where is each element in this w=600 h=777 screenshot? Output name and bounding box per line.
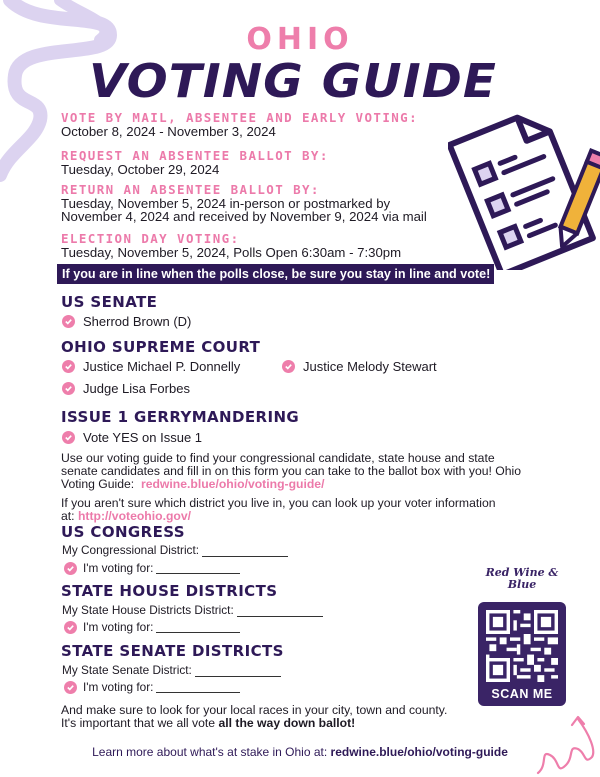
congress-voting-for-field[interactable] <box>64 561 240 575</box>
footer-link[interactable]: redwine.blue/ohio/voting-guide <box>330 745 508 759</box>
congressional-district-field[interactable] <box>62 543 288 557</box>
date-value: Tuesday, October 29, 2024 <box>61 162 220 177</box>
candidate-name: Justice Michael P. Donnelly <box>83 359 241 374</box>
check-icon <box>62 431 75 444</box>
date-election-day <box>61 232 401 259</box>
voting-guide-link[interactable]: redwine.blue/ohio/voting-guide/ <box>140 477 325 491</box>
date-early-voting <box>61 111 418 138</box>
state-house-district-field[interactable] <box>62 603 323 617</box>
district-blank[interactable] <box>202 545 288 557</box>
candidate-item <box>62 359 240 374</box>
field-label: My State Senate District: <box>62 663 192 677</box>
section-heading-us-senate: US SENATE <box>61 293 158 311</box>
date-value: Tuesday, November 5, 2024 in-person or postmarked by <box>61 196 391 211</box>
district-blank[interactable] <box>195 665 281 677</box>
checklist-clipboard-icon <box>448 100 600 270</box>
voting-for-blank[interactable] <box>156 562 240 574</box>
date-value-continued: November 4, 2024 and received by November 9, 2024 via mail <box>61 209 427 224</box>
note-line: And make sure to look for your local races in your city, town and county. <box>61 703 448 717</box>
date-return-absentee <box>61 183 427 223</box>
check-icon <box>62 315 75 328</box>
title-state: OHIO <box>246 22 354 57</box>
issue-item <box>62 430 202 445</box>
voteohio-link[interactable]: http://voteohio.gov/ <box>77 509 192 523</box>
section-heading-us-congress: US CONGRESS <box>61 523 185 541</box>
date-label: RETURN AN ABSENTEE BALLOT BY: <box>61 182 320 197</box>
field-label: My State House Districts District: <box>62 603 234 617</box>
voting-for-blank[interactable] <box>156 621 240 633</box>
section-heading-state-house: STATE HOUSE DISTRICTS <box>61 582 278 600</box>
qr-code-card[interactable] <box>478 602 566 706</box>
field-label: I'm voting for: <box>83 561 154 575</box>
qr-code-icon <box>486 610 558 682</box>
date-value: October 8, 2024 - November 3, 2024 <box>61 124 276 139</box>
section-heading-issue-1: ISSUE 1 GERRYMANDERING <box>61 408 300 426</box>
issue-recommendation: Vote YES on Issue 1 <box>83 430 203 445</box>
date-label: REQUEST AN ABSENTEE BALLOT BY: <box>61 148 329 163</box>
polls-notice-banner: If you are in line when the polls close, be sure you stay in line and vote! <box>57 264 494 284</box>
section-heading-state-senate: STATE SENATE DISTRICTS <box>61 642 284 660</box>
field-label: My Congressional District: <box>62 543 200 557</box>
date-label: VOTE BY MAIL, ABSENTEE AND EARLY VOTING: <box>61 110 419 125</box>
footer-text: Learn more about what's at stake in Ohio at: <box>92 745 331 759</box>
voting-for-blank[interactable] <box>156 681 240 693</box>
voting-guide-paragraph <box>61 452 561 491</box>
paragraph-line: at: <box>61 509 75 523</box>
state-senate-voting-for-field[interactable] <box>64 680 240 694</box>
scan-me-label: SCAN ME <box>491 687 553 701</box>
check-icon <box>282 360 295 373</box>
footer <box>0 745 600 759</box>
paragraph-line: Use our voting guide to find your congressional candidate, state house and state <box>61 451 495 465</box>
paragraph-line: senate candidates and fill in on this form you can take to the ballot box with you! Ohio <box>61 464 522 478</box>
red-wine-blue-logo <box>478 567 566 603</box>
candidate-item <box>282 359 437 374</box>
check-icon <box>62 382 75 395</box>
date-value: Tuesday, November 5, 2024, Polls Open 6:30am - 7:30pm <box>61 245 402 260</box>
date-label: ELECTION DAY VOTING: <box>61 231 240 246</box>
check-icon <box>64 621 77 634</box>
candidate-name: Judge Lisa Forbes <box>83 381 190 396</box>
district-lookup-paragraph <box>61 497 561 523</box>
section-heading-supreme-court: OHIO SUPREME COURT <box>61 338 261 356</box>
check-icon <box>64 562 77 575</box>
candidate-name: Justice Melody Stewart <box>303 359 437 374</box>
candidate-name: Sherrod Brown (D) <box>83 314 192 329</box>
brand-name: Red Wine & Blue <box>485 566 559 591</box>
note-emphasis: all the way down ballot! <box>218 716 356 730</box>
check-icon <box>62 360 75 373</box>
candidate-item <box>62 314 191 329</box>
paragraph-line: Voting Guide: <box>61 477 135 491</box>
field-label: I'm voting for: <box>83 620 154 634</box>
local-races-note <box>61 704 447 730</box>
candidate-item <box>62 381 190 396</box>
district-blank[interactable] <box>237 605 323 617</box>
date-request-absentee <box>61 149 329 176</box>
field-label: I'm voting for: <box>83 680 154 694</box>
page-title: VOTING GUIDE <box>89 54 497 108</box>
state-house-voting-for-field[interactable] <box>64 620 240 634</box>
state-senate-district-field[interactable] <box>62 663 281 677</box>
note-line: It's important that we all vote <box>61 716 219 730</box>
paragraph-line: If you aren't sure which district you live in, you can look up your voter information <box>61 496 496 510</box>
decorative-arrow-icon <box>528 705 600 777</box>
check-icon <box>64 681 77 694</box>
